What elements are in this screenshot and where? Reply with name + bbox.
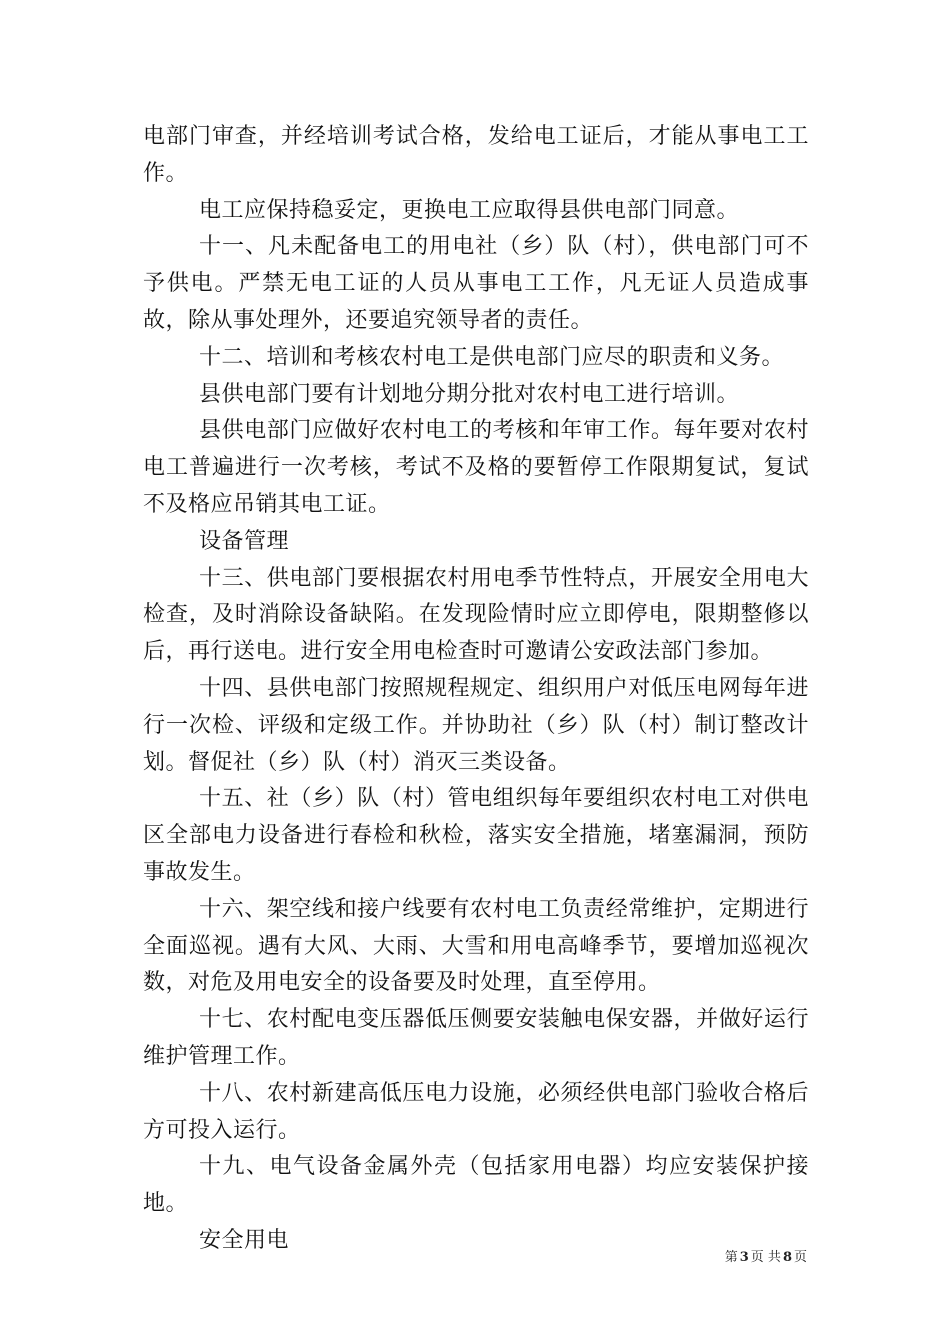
paragraph: 十六、架空线和接户线要有农村电工负责经常维护，定期进行全面巡视。遇有大风、大雨、大雪和用电高峰季节，要增加巡视次数，对危及用电安全的设备要及时处理，直至停用。 <box>143 896 809 996</box>
section-heading: 安全用电 <box>199 1227 290 1253</box>
paragraph: 县供电部门要有计划地分期分批对农村电工进行培训。 <box>199 381 740 407</box>
paragraph: 十五、社（乡）队（村）管电组织每年要组织农村电工对供电区全部电力设备进行春检和秋检，落实安全措施，堵塞漏洞，预防事故发生。 <box>143 786 809 885</box>
paragraph: 十七、农村配电变压器低压侧要安装触电保安器，并做好运行维护管理工作。 <box>143 1007 809 1069</box>
paragraph: 十九、电气设备金属外壳（包括家用电器）均应安装保护接地。 <box>143 1154 809 1217</box>
paragraph: 十三、供电部门要根据农村用电季节性特点，开展安全用电大检查，及时消除设备缺陷。在发现险情时应立即停电，限期整修以后，再行送电。进行安全用电检查时可邀请公安政法部门参加。 <box>143 565 809 665</box>
section-heading: 设备管理 <box>199 528 290 554</box>
total-pages-number: 8 <box>782 1250 792 1265</box>
paragraph: 十一、凡未配备电工的用电社（乡）队（村），供电部门可不予供电。严禁无电工证的人员从事电工工作，凡无证人员造成事故，除从事处理外，还要追究领导者的责任。 <box>143 234 809 333</box>
page-footer <box>725 1246 807 1265</box>
footer-middle: 页 共 <box>750 1250 781 1265</box>
paragraph: 县供电部门应做好农村电工的考核和年审工作。每年要对农村电工普遍进行一次考核，考试不及格的要暂停工作限期复试，复试不及格应吊销其电工证。 <box>143 418 809 517</box>
document-body <box>143 119 809 1260</box>
current-page-number: 3 <box>739 1250 749 1265</box>
footer-prefix: 第 <box>724 1250 738 1265</box>
paragraph: 十四、县供电部门按照规程规定、组织用户对低压电网每年进行一次检、评级和定级工作。并协助社（乡）队（村）制订整改计划。督促社（乡）队（村）消灭三类设备。 <box>143 675 809 775</box>
paragraph: 十八、农村新建高低压电力设施，必须经供电部门验收合格后方可投入运行。 <box>143 1080 809 1143</box>
paragraph: 电工应保持稳妥定，更换电工应取得县供电部门同意。 <box>199 197 740 223</box>
paragraph: 电部门审查，并经培训考试合格，发给电工证后，才能从事电工工作。 <box>143 124 809 186</box>
paragraph: 十二、培训和考核农村电工是供电部门应尽的职责和义务。 <box>199 344 785 370</box>
footer-suffix: 页 <box>793 1250 807 1265</box>
